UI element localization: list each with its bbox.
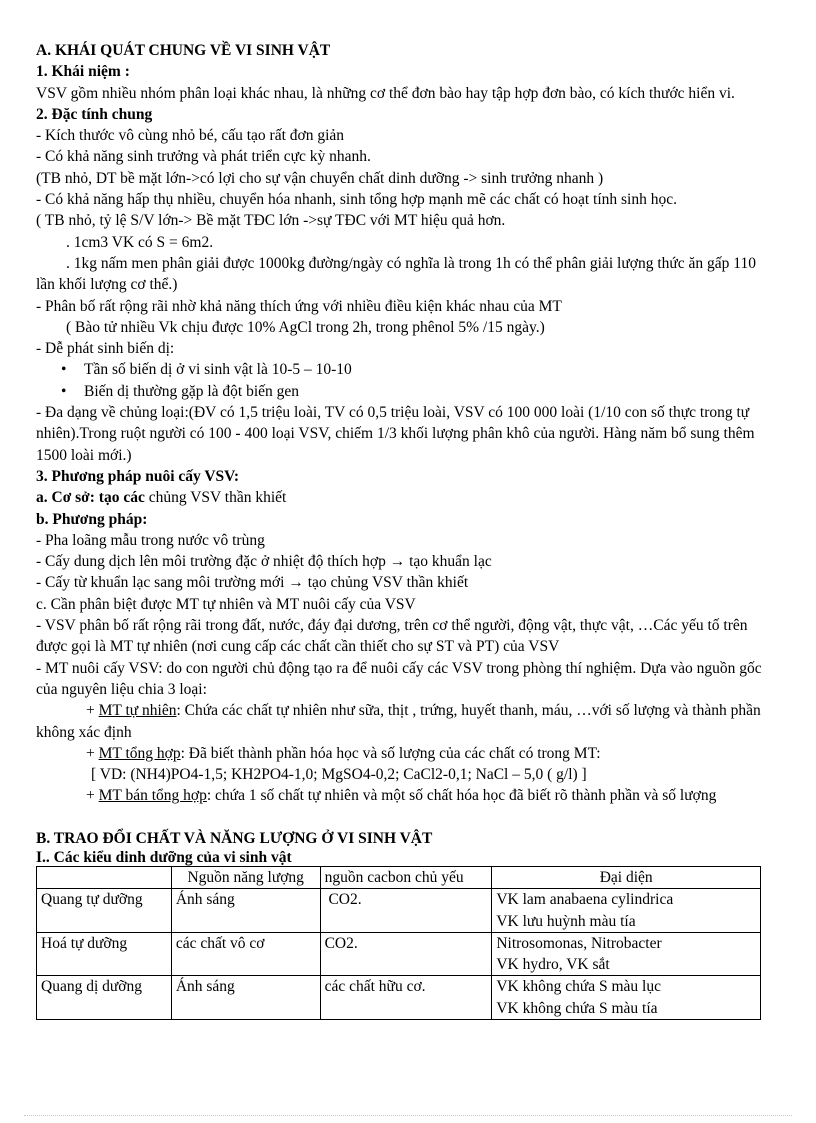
table-cell xyxy=(492,976,761,1020)
table-cell: Quang dị dưỡng xyxy=(37,976,172,1020)
text-span: + xyxy=(86,702,99,720)
text-line: - Dễ phát sinh biến dị: xyxy=(36,340,175,358)
representative: VK hydro, VK sắt xyxy=(496,956,610,974)
bullet-icon: • xyxy=(61,382,67,400)
medium-natural xyxy=(36,700,772,743)
medium-label: MT bán tổng hợp xyxy=(98,787,207,805)
table-cell xyxy=(492,889,761,933)
text-span: - Cấy từ khuẩn lạc sang môi trường mới xyxy=(36,574,289,592)
text-span: : Đã biết thành phần hóa học và số lượng của các chất có trong MT: xyxy=(180,744,601,762)
table-header-row xyxy=(37,866,761,888)
text-line: (TB nhỏ, DT bề mặt lớn->có lợi cho sự vận chuyển chất dinh dưỡng -> sinh trưởng nhanh ) xyxy=(36,169,604,187)
subheading-method: b. Phương pháp: xyxy=(36,510,148,528)
representative: VK không chứa S màu tía xyxy=(496,999,658,1017)
table-cell: CO2. xyxy=(320,932,492,976)
medium-label: MT tổng hợp xyxy=(98,744,181,762)
medium-label: MT tự nhiên xyxy=(98,702,177,720)
table-row xyxy=(37,976,761,1020)
table-header-cell: Đại diện xyxy=(492,866,761,888)
text-line xyxy=(36,572,772,593)
text-line: - Pha loãng mẫu trong nước vô trùng xyxy=(36,531,265,549)
bullet-text: Biến dị thường gặp là đột biến gen xyxy=(84,382,300,400)
text-paragraph: - Đa dạng về chủng loại:(ĐV có 1,5 triệu loài, TV có 0,5 triệu loài, VSV có 100 000 loài (1/10 con số thực trong tự nhiên).Trong ruột người có 100 - 400 loại VSV, chiếm 1/3 khối lượng phân khô của người. Hàng năm bổ sung thêm 1500 loài mới.) xyxy=(36,404,755,464)
section-a-title: A. KHÁI QUÁT CHUNG VỀ VI SINH VẬT xyxy=(36,42,331,59)
text-line: ( Bào tử nhiều Vk chịu được 10% AgCl trong 2h, trong phênol 5% /15 ngày.) xyxy=(66,318,545,336)
table-cell: CO2. xyxy=(320,889,492,933)
table-row xyxy=(37,932,761,976)
nutrition-types-table xyxy=(36,866,761,1020)
page-bottom-rule xyxy=(24,1115,792,1116)
medium-example: [ VD: (NH4)PO4-1,5; KH2PO4-1,0; MgSO4-0,2; CaCl2-0,1; NaCl – 5,0 ( g/l) ] xyxy=(91,766,587,784)
text-span: + xyxy=(86,744,99,762)
arrow-right-icon: → xyxy=(389,553,406,571)
text-paragraph: - VSV phân bố rất rộng rãi trong đất, nước, đáy đại dương, trên cơ thể người, động vật, thực vật, …Các yếu tố trên được gọi là MT tự nhiên (nơi cung cấp các chất cần thiết cho sự ST và PT) của VSV xyxy=(36,617,748,656)
basis-label: a. Cơ sở: tạo các xyxy=(36,489,145,507)
paragraph-concept: VSV gồm nhiều nhóm phân loại khác nhau, là những cơ thể đơn bào hay tập hợp đơn bào, có kích thước hiển vi. xyxy=(36,84,735,102)
table-cell: Ánh sáng xyxy=(171,889,320,933)
table-header-cell: Nguồn năng lượng xyxy=(171,866,320,888)
representative: VK lưu huỳnh màu tía xyxy=(496,912,636,930)
bullet-text: Tần số biến dị ở vi sinh vật là 10-5 – 10-10 xyxy=(84,361,352,379)
bullet-icon: • xyxy=(61,361,67,379)
text-span: : chứa 1 số chất tự nhiên và một số chất hóa học đã biết rõ thành phần và số lượng xyxy=(206,787,717,805)
text-line: . 1cm3 VK có S = 6m2. xyxy=(66,233,214,251)
representative: VK không chứa S màu lục xyxy=(496,978,661,996)
text-line xyxy=(36,551,772,572)
text-span: : Chứa các chất tự nhiên như sữa, thịt , trứng, huyết thanh, máu, …với số lượng và thành phần không xác định xyxy=(36,702,761,741)
heading-concept: 1. Khái niệm : xyxy=(36,63,130,81)
bullet-item xyxy=(36,381,772,402)
spacer xyxy=(36,807,772,828)
text-line: - Phân bố rất rộng rãi nhờ khả năng thích ứng với nhiều điều kiện khác nhau của MT xyxy=(36,297,562,315)
text-span: tạo khuẩn lạc xyxy=(405,553,492,571)
bullet-item xyxy=(36,359,772,380)
heading-culture-method: 3. Phương pháp nuôi cấy VSV: xyxy=(36,467,240,485)
text-paragraph: - MT nuôi cấy VSV: do con người chủ động tạo ra để nuôi cấy các VSV trong phòng thí nghiệm. Dựa vào nguồn gốc của nguyên liệu chia 3 loại: xyxy=(36,659,762,698)
table-row xyxy=(37,889,761,933)
document-page xyxy=(36,40,772,1020)
heading-characteristics: 2. Đặc tính chung xyxy=(36,105,153,123)
table-cell: các chất vô cơ xyxy=(171,932,320,976)
arrow-right-icon: → xyxy=(288,574,304,592)
text-span: + xyxy=(86,787,99,805)
table-cell: Quang tự dưỡng xyxy=(37,889,172,933)
table-cell: Hoá tự dưỡng xyxy=(37,932,172,976)
table-header-cell: nguồn cacbon chủ yếu xyxy=(320,866,492,888)
table-cell: các chất hữu cơ. xyxy=(320,976,492,1020)
text-span: - Cấy dung dịch lên môi trường đặc ở nhiệt độ thích hợp xyxy=(36,553,390,571)
medium-semisynthetic xyxy=(36,785,772,806)
text-line: - Có khả năng sinh trưởng và phát triển cực kỳ nhanh. xyxy=(36,148,371,166)
basis-text: chủng VSV thần khiết xyxy=(144,489,287,507)
text-line: - Kích thước vô cùng nhỏ bé, cấu tạo rất đơn giản xyxy=(36,127,345,145)
text-line: c. Cần phân biệt được MT tự nhiên và MT nuôi cấy của VSV xyxy=(36,595,416,613)
text-paragraph: . 1kg nấm men phân giải được 1000kg đường/ngày có nghĩa là trong 1h có thể phân giải lượng thức ăn gấp 110 lần khối lượng cơ thể.) xyxy=(36,254,756,294)
text-line: ( TB nhỏ, tỷ lệ S/V lớn-> Bề mặt TĐC lớn ->sự TĐC với MT hiệu quả hơn. xyxy=(36,212,506,230)
section-b-title: B. TRAO ĐỔI CHẤT VÀ NĂNG LƯỢNG Ở VI SINH VẬT xyxy=(36,829,433,847)
text-line: - Có khả năng hấp thụ nhiều, chuyển hóa nhanh, sinh tổng hợp mạnh mẽ các chất có hoạt tính sinh học. xyxy=(36,191,677,209)
section-b-subtitle: I.. Các kiểu dinh dưỡng của vi sinh vật xyxy=(36,848,292,866)
representative: Nitrosomonas, Nitrobacter xyxy=(496,934,662,952)
table-cell xyxy=(492,932,761,976)
subheading-basis xyxy=(36,487,772,508)
medium-synthetic xyxy=(36,743,772,764)
text-span: tạo chủng VSV thần khiết xyxy=(303,574,469,592)
representative: VK lam anabaena cylindrica xyxy=(496,891,674,909)
table-header-cell xyxy=(37,866,172,888)
table-cell: Ánh sáng xyxy=(171,976,320,1020)
